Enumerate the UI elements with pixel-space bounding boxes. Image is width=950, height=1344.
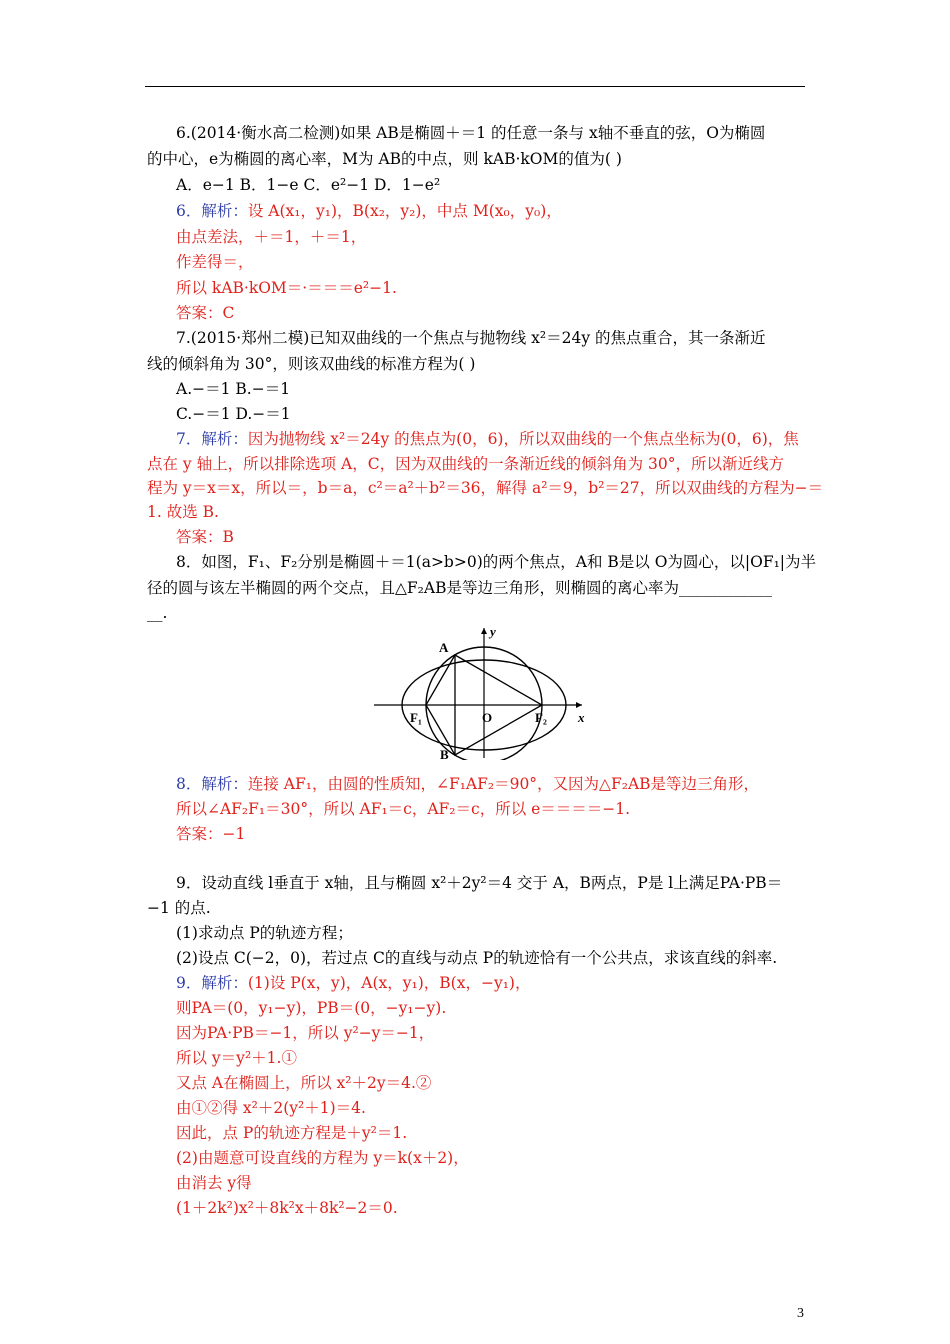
- problem-8-blank: __.: [147, 604, 168, 622]
- solution-text: 设 A(x₁，y₁)，B(x₂，y₂)，中点 M(x₀，y₀)，: [247, 202, 562, 220]
- label-f1: F₁: [410, 710, 422, 725]
- x-axis-arrow: [576, 702, 582, 708]
- problem-6-stem: 6.(2014·衡水高二检测)如果 AB是椭圆＋＝1 的任意一条与 x轴不垂直的弦，O为椭圆: [176, 124, 766, 142]
- problem-6-solution-line: 作差得＝，: [176, 253, 254, 271]
- solution-label: 7．解析：: [176, 430, 248, 448]
- y-axis-arrow: [481, 628, 487, 634]
- problem-7-answer: 答案：B: [176, 528, 234, 546]
- problem-6-solution-line: [176, 202, 562, 220]
- problem-9-solution-line: 因为PA·PB＝−1，所以 y²−y＝−1，: [176, 1024, 435, 1042]
- problem-9-solution-line: 又点 A在椭圆上，所以 x²＋2y＝4.②: [176, 1074, 432, 1092]
- problem-9-stem: 9．设动直线 l垂直于 x轴，且与椭圆 x²＋2y²＝4 交于 A，B两点，P是 l上满足PA·PB＝: [176, 874, 783, 892]
- problem-8-answer: 答案：−1: [176, 825, 246, 843]
- problem-9-solution-line: (1＋2k²)x²＋8k²x＋8k²−2＝0.: [176, 1199, 398, 1217]
- problem-9-solution-line: 所以 y＝y²＋1.①: [176, 1049, 297, 1067]
- problem-6-solution-line: 由点差法，＋＝1，＋＝1，: [176, 228, 367, 246]
- problem-6-solution-line: 所以 kAB·kOM＝·＝＝＝e²−1.: [176, 279, 397, 297]
- problem-9-solution-line: 由消去 y得: [176, 1174, 252, 1192]
- problem-9-stem-cont: −1 的点.: [147, 899, 211, 917]
- problem-9-solution-line: (2)由题意可设直线的方程为 y＝k(x＋2)，: [176, 1149, 469, 1167]
- problem-9-solution-line: 则PA＝(0，y₁−y)，PB＝(0，−y₁−y).: [176, 999, 447, 1017]
- problem-7-options-cd: C.−＝1 D.−＝1: [176, 405, 291, 423]
- solution-text: 连接 AF₁，由圆的性质知，∠F₁AF₂＝90°，又因为△F₂AB是等边三角形，: [247, 775, 760, 793]
- problem-9-solution-line: [176, 974, 530, 992]
- solution-text: 因为抛物线 x²＝24y 的焦点为(0，6)，所以双曲线的一个焦点坐标为(0，6)，焦: [247, 430, 799, 448]
- solution-text: (1)设 P(x，y)，A(x，y₁)，B(x，−y₁)，: [247, 974, 531, 992]
- ellipse-figure: [364, 626, 590, 760]
- label-b: B: [440, 747, 449, 760]
- problem-6-stem-cont: 的中心，e为椭圆的离心率，M为 AB的中点，则 kAB·kOM的值为( ): [147, 150, 622, 168]
- problem-6-answer: 答案：C: [176, 304, 235, 322]
- label-o: O: [482, 710, 493, 725]
- problem-7-options-ab: A.−＝1 B.−＝1: [176, 380, 291, 398]
- problem-7-solution-line: 点在 y 轴上，所以排除选项 A，C，因为双曲线的一条渐近线的倾斜角为 30°，所以渐近线方: [147, 455, 784, 473]
- problem-9-part-2: (2)设点 C(−2，0)，若过点 C的直线与动点 P的轨迹恰有一个公共点，求该直线的斜率.: [176, 949, 778, 967]
- problem-6-options: A．e−1 B．1−e C．e²−1 D．1−e²: [176, 176, 441, 194]
- problem-7-solution-line: 1. 故选 B.: [147, 503, 219, 521]
- problem-9-solution-line: 因此，点 P的轨迹方程是＋y²＝1.: [176, 1124, 408, 1142]
- header-rule: [145, 86, 805, 87]
- problem-7-solution-line: 程为 y＝x＝x，所以＝，b＝a，c²＝a²＋b²＝36，解得 a²＝9，b²＝27，所以双曲线的方程为−＝: [147, 479, 824, 497]
- solution-label: 8．解析：: [176, 775, 248, 793]
- solution-label: 9．解析：: [176, 974, 248, 992]
- segment-af1: [426, 655, 455, 705]
- label-f2: F₂: [535, 710, 547, 725]
- problem-7-stem-cont: 线的倾斜角为 30°，则该双曲线的标准方程为( ): [147, 355, 476, 373]
- problem-9-solution-line: 由①②得 x²＋2(y²＋1)＝4.: [176, 1099, 366, 1117]
- page-number: 3: [797, 1306, 804, 1321]
- label-a: A: [439, 640, 449, 655]
- problem-7-solution-line: [176, 430, 799, 448]
- problem-7-stem: 7.(2015·郑州二模)已知双曲线的一个焦点与抛物线 x²＝24y 的焦点重合，其一条渐近: [176, 329, 766, 347]
- label-y: y: [490, 626, 496, 639]
- problem-8-solution-line: [176, 775, 759, 793]
- label-x: x: [578, 710, 585, 725]
- problem-8-stem-cont: 径的圆与该左半椭圆的两个交点，且△F₂AB是等边三角形，则椭圆的离心率为____________: [147, 579, 772, 597]
- problem-9-part-1: (1)求动点 P的轨迹方程；: [176, 924, 353, 942]
- problem-8-stem: 8．如图，F₁、F₂分别是椭圆＋＝1(a>b>0)的两个焦点，A和 B是以 O为圆心，以|OF₁|为半: [176, 553, 817, 571]
- solution-label: 6．解析：: [176, 202, 248, 220]
- problem-8-solution-line: 所以∠AF₂F₁＝30°，所以 AF₁＝c，AF₂＝c，所以 e＝＝＝＝−1.: [176, 800, 631, 818]
